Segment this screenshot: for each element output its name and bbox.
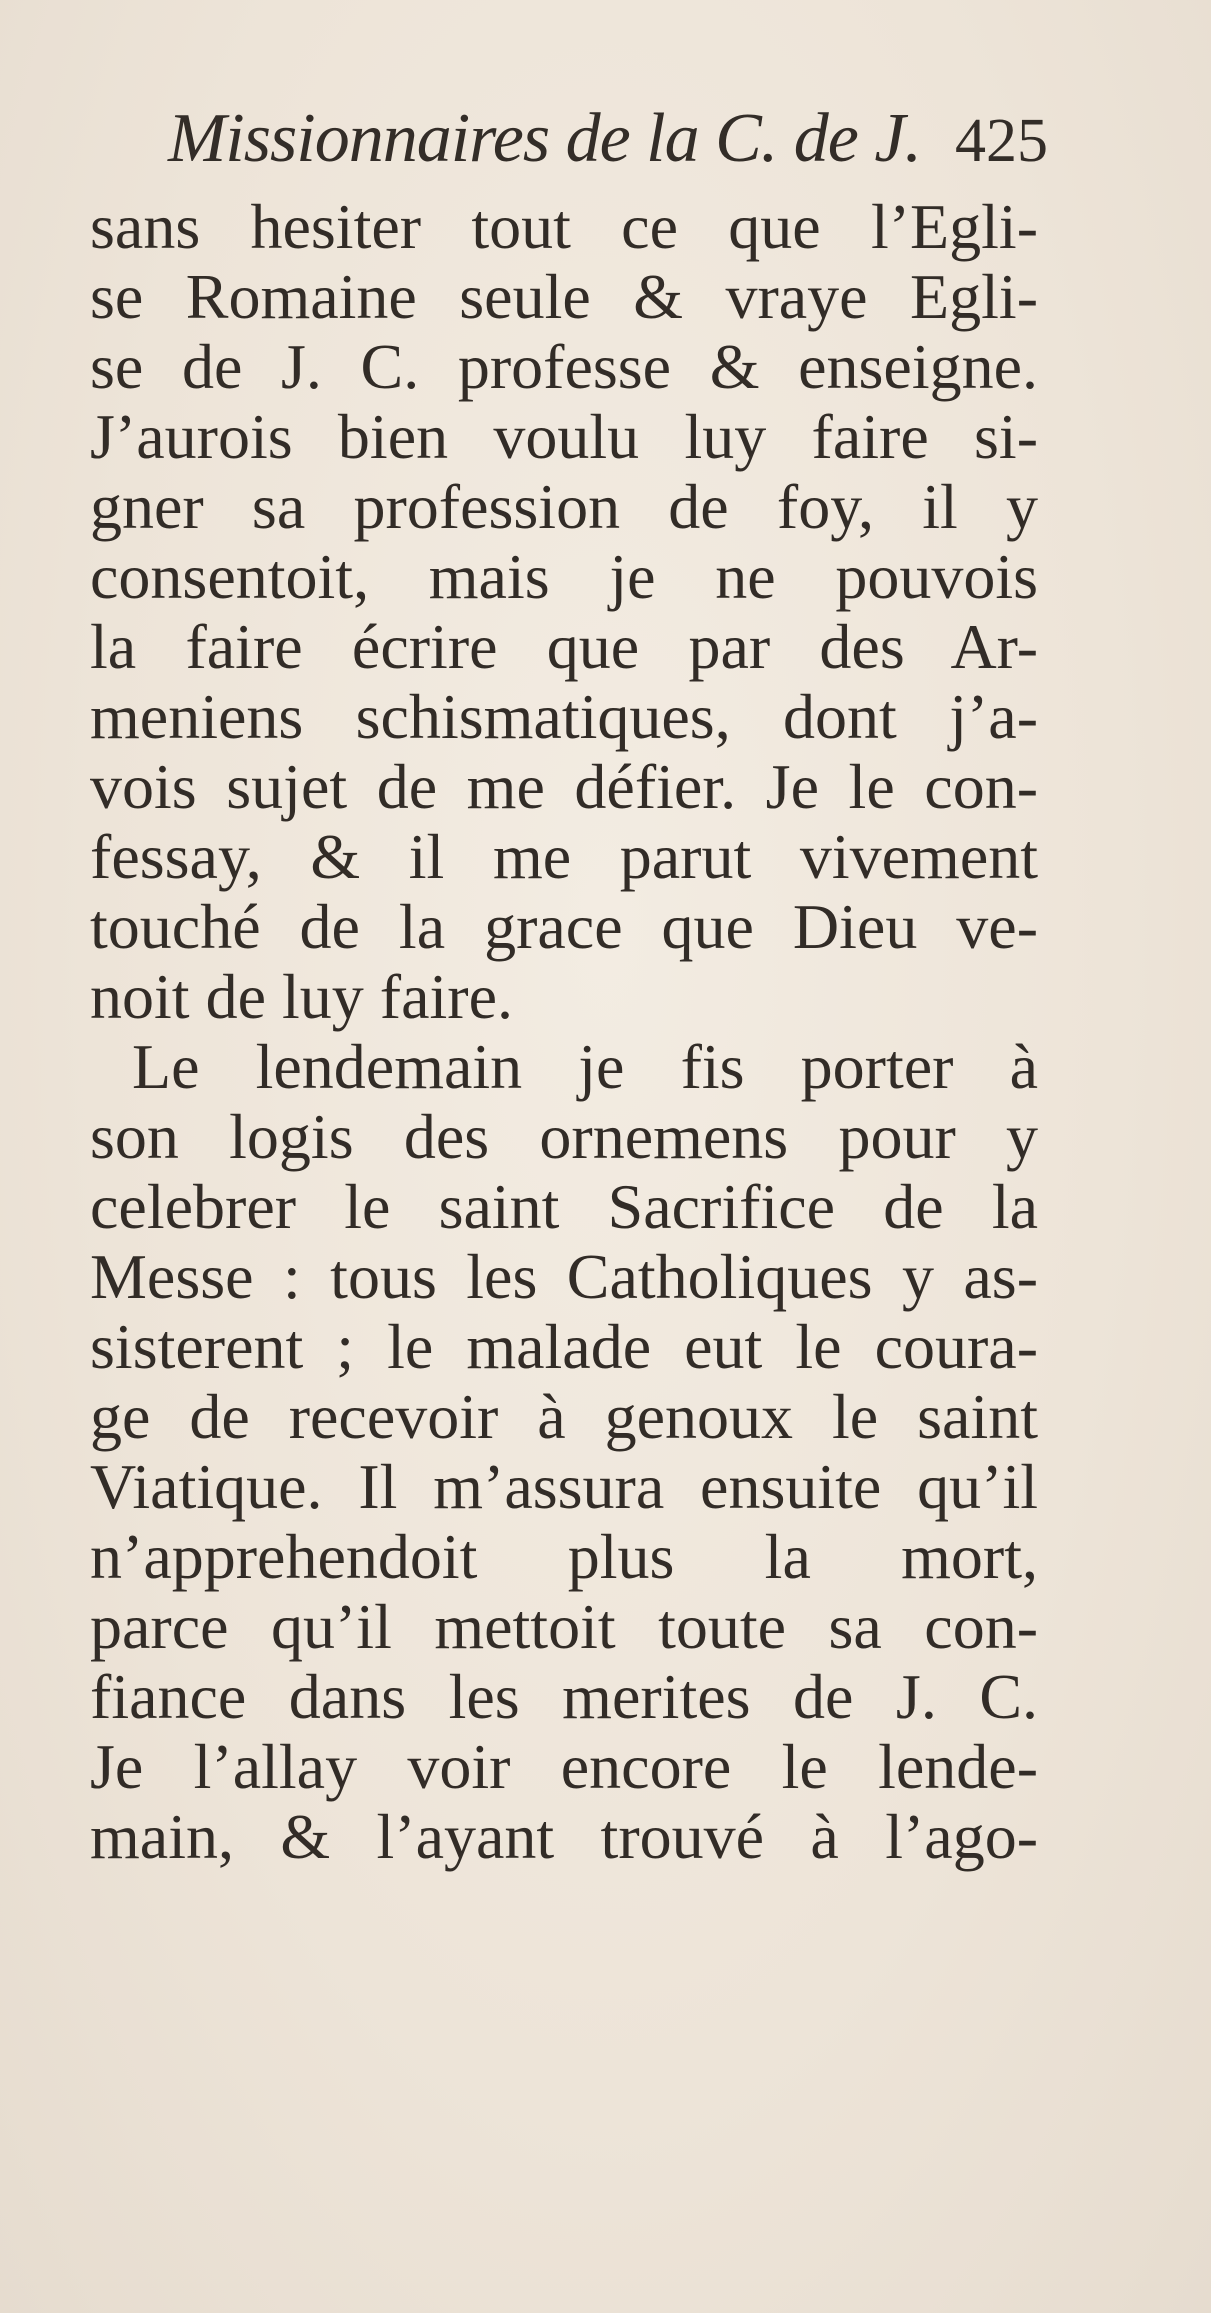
text-line: Je l’allay voir encore le lende- [90, 1731, 1038, 1802]
text-line: celebrer le saint Sacrifice de la [90, 1171, 1038, 1242]
text-line: gner sa profession de foy, il y [90, 471, 1038, 542]
text-line: touché de la grace que Dieu ve- [90, 891, 1038, 962]
page-header [168, 96, 1048, 196]
text-line: parce qu’il mettoit toute sa con- [90, 1591, 1038, 1662]
text-line: n’apprehendoit plus la mort, [90, 1521, 1038, 1592]
text-line: Le lendemain je fis porter à [132, 1031, 1038, 1102]
text-line: fiance dans les merites de J. C. [90, 1661, 1038, 1732]
text-line: la faire écrire que par des Ar- [90, 611, 1038, 682]
page-number: 425 [955, 107, 1048, 175]
text-line: sisterent ; le malade eut le coura- [90, 1311, 1038, 1382]
text-line: meniens schismatiques, dont j’a- [90, 681, 1038, 752]
paragraph [90, 1032, 1038, 1872]
text-line: vois sujet de me défier. Je le con- [90, 751, 1038, 822]
page-body-text [90, 192, 1038, 1872]
text-line: Messe : tous les Catholiques y as- [90, 1241, 1038, 1312]
text-line: consentoit, mais je ne pouvois [90, 541, 1038, 612]
running-title: Missionnaires de la C. de J. [168, 100, 921, 177]
text-line: fessay, & il me parut vivement [90, 821, 1038, 892]
text-line: Viatique. Il m’assura ensuite qu’il [90, 1451, 1038, 1522]
text-line: main, & l’ayant trouvé à l’ago- [90, 1801, 1038, 1872]
text-line: J’aurois bien voulu luy faire si- [90, 401, 1038, 472]
text-line: se de J. C. professe & enseigne. [90, 331, 1038, 402]
text-line: sans hesiter tout ce que l’Egli- [90, 191, 1038, 262]
text-line: ge de recevoir à genoux le saint [90, 1381, 1038, 1452]
text-line: se Romaine seule & vraye Egli- [90, 261, 1038, 332]
text-line: noit de luy faire. [90, 961, 513, 1032]
paragraph [90, 192, 1038, 1032]
text-line: son logis des ornemens pour y [90, 1101, 1038, 1172]
